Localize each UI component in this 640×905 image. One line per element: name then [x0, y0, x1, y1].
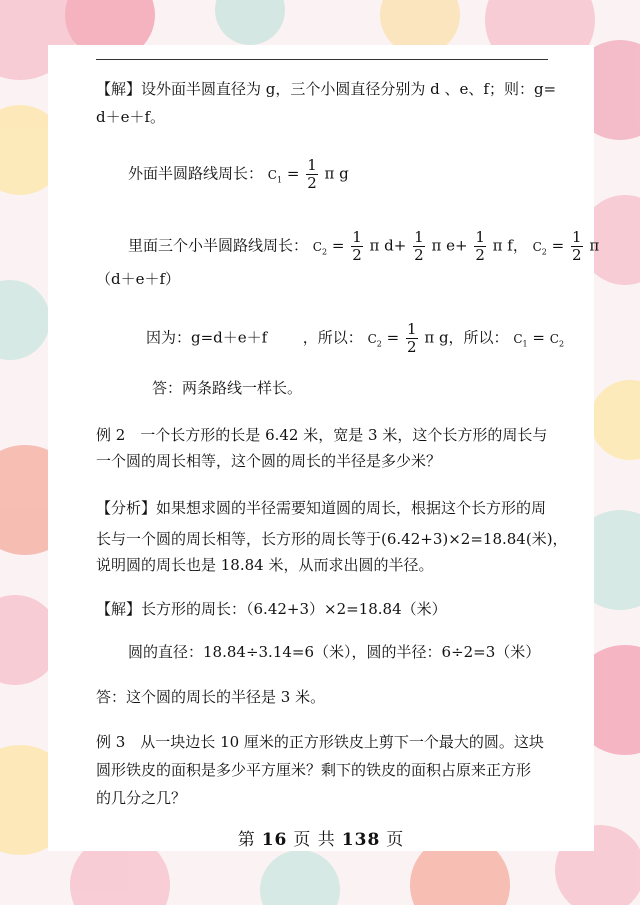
inner-label: 里面三个小半圆路线周长：	[128, 236, 309, 255]
inner-perimeter-formula	[128, 229, 599, 264]
pi-symbol: π	[589, 236, 600, 255]
pi-d-plus: π d+	[369, 236, 407, 255]
pi-f: π f，	[492, 236, 528, 255]
c2-symbol: $C_2$	[532, 239, 547, 256]
fraction-half: $\frac{1}{2}$	[406, 320, 417, 356]
example3-question-line1: 例 3 从一块边长 10 厘米的正方形铁皮上剪下一个最大的圆。这块	[96, 733, 544, 751]
equals-sign: =	[532, 328, 545, 347]
outer-label: 外面半圆路线周长：	[128, 164, 264, 183]
c2-symbol: $C_2$	[367, 331, 382, 348]
page-footer: 第 16 页 共 138 页	[237, 830, 405, 850]
fraction-half: $\frac{1}{2}$	[572, 228, 582, 264]
example2-analysis-line1: 【分析】如果想求圆的半径需要知道圆的周长，根据这个长方形的周	[96, 499, 547, 517]
fraction-half: $\frac{1}{2}$	[414, 228, 424, 264]
c1-symbol: $C_1$	[267, 167, 283, 184]
solution1-line2: d＋e＋f。	[96, 108, 166, 126]
example2-question-line1: 例 2 一个长方形的长是 6.42 米，宽是 3 米，这个长方形的周长与	[96, 426, 548, 444]
document-page	[48, 45, 600, 851]
pi-g-so: π g，所以：	[424, 328, 509, 347]
c2-symbol: $C_2$	[549, 331, 565, 348]
example2-solution-line2: 圆的直径：18.84÷3.14=6（米），圆的半径：6÷2=3（米）	[128, 643, 541, 661]
example2-solution-line1: 【解】长方形的周长：（6.42+3）×2=18.84（米）	[96, 600, 447, 618]
because-formula	[146, 321, 564, 356]
example2-question-line2: 一个圆的周长相等，这个圆的周长的半径是多少米？	[96, 452, 442, 470]
fraction-half: $\frac{1}{2}$	[307, 156, 317, 192]
sum-paren: （d＋e＋f）	[96, 270, 181, 288]
fraction-half: $\frac{1}{2}$	[475, 228, 485, 264]
header-rule	[96, 59, 548, 60]
example2-analysis-line3: 说明圆的周长也是 18.84 米，从而求出圆的半径。	[96, 556, 434, 574]
fraction-half: $\frac{1}{2}$	[352, 228, 362, 264]
current-page-number: 16	[261, 830, 288, 850]
equals-sign: =	[386, 328, 400, 347]
equals-sign: =	[286, 164, 300, 183]
c2-symbol: $C_2$	[312, 239, 328, 256]
solution1-answer: 答：两条路线一样长。	[152, 379, 303, 397]
solution1-line1: 【解】设外面半圆直径为 g，三个小圆直径分别为 d 、e、f；则：g=	[96, 80, 557, 98]
pi-e-plus: π e+	[431, 236, 468, 255]
outer-perimeter-formula	[128, 157, 349, 192]
equals-sign: =	[551, 236, 565, 255]
because-label: 因为：g=d＋e＋f	[146, 328, 268, 347]
example3-question-line2: 圆形铁皮的面积是多少平方厘米？剩下的铁皮的面积占原来正方形	[96, 761, 532, 779]
total-pages: 138	[341, 830, 381, 850]
example3-question-line3: 的几分之几？	[96, 789, 187, 807]
equals-sign: =	[331, 236, 345, 255]
example2-analysis-line2: 长与一个圆的周长相等，长方形的周长等于(6.42+3)×2=18.84(米)，	[96, 530, 568, 548]
so-label: ，所以：	[302, 328, 363, 347]
example2-answer: 答：这个圆的周长的半径是 3 米。	[96, 688, 326, 706]
c1-symbol: $C_1$	[513, 331, 528, 348]
pi-g: π g	[324, 164, 349, 183]
